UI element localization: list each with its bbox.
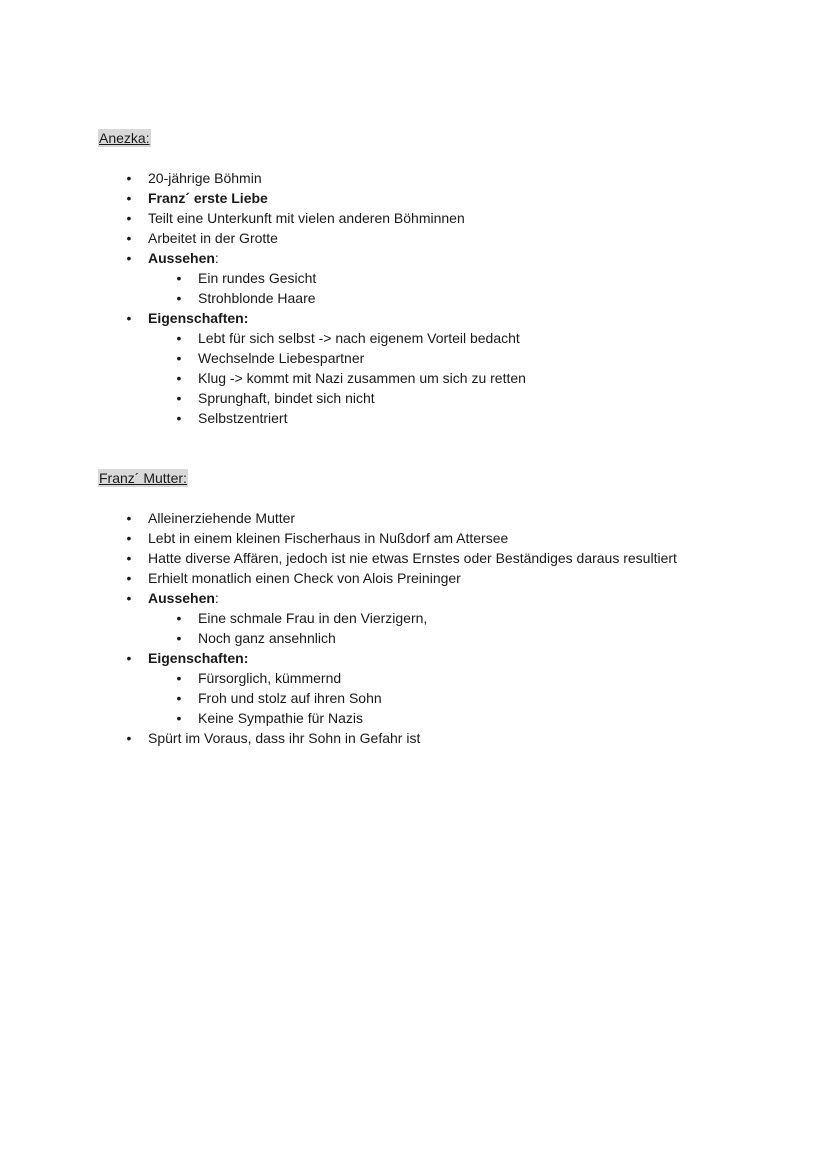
list-item bbox=[126, 588, 677, 648]
bullet-icon: • bbox=[126, 190, 132, 206]
bullet-icon: • bbox=[126, 170, 132, 186]
sub-list-item bbox=[176, 628, 677, 648]
list-item bbox=[126, 168, 526, 188]
list-item bbox=[126, 648, 677, 728]
sub-item-text: Noch ganz ansehnlich bbox=[198, 630, 336, 646]
bullet-icon: • bbox=[126, 210, 132, 226]
sub-list bbox=[176, 668, 677, 728]
bullet-icon: • bbox=[126, 570, 132, 586]
sub-item-text: Eine schmale Frau in den Vierzigern, bbox=[198, 610, 428, 626]
list-item-text: Hatte diverse Affären, jedoch ist nie etwas Ernstes oder Beständiges daraus resultiert bbox=[148, 550, 677, 566]
sub-item-text: Strohblonde Haare bbox=[198, 290, 316, 306]
list-item-label: Eigenschaften: bbox=[148, 650, 249, 666]
sub-list-item bbox=[176, 688, 677, 708]
sub-item-text: Keine Sympathie für Nazis bbox=[198, 710, 363, 726]
list-item bbox=[126, 568, 677, 588]
list-item-label: Aussehen bbox=[148, 250, 215, 266]
list-item-label: Aussehen bbox=[148, 590, 215, 606]
sub-list bbox=[176, 268, 526, 308]
bullet-icon: • bbox=[126, 310, 132, 326]
sub-list-item bbox=[176, 288, 526, 308]
sub-item-text: Wechselnde Liebespartner bbox=[198, 350, 365, 366]
list-item bbox=[126, 228, 526, 248]
bullet-icon: • bbox=[126, 730, 132, 746]
sub-item-text: Klug -> kommt mit Nazi zusammen um sich zu retten bbox=[198, 370, 526, 386]
bullet-icon: • bbox=[176, 710, 182, 726]
sub-list-item bbox=[176, 388, 526, 408]
list-item-text: Franz´ erste Liebe bbox=[148, 190, 268, 206]
bullet-icon: • bbox=[176, 350, 182, 366]
list-item bbox=[126, 508, 677, 528]
list-item-suffix: : bbox=[214, 250, 219, 266]
list-item-text: Spürt im Voraus, dass ihr Sohn in Gefahr ist bbox=[148, 730, 421, 746]
bullet-icon: • bbox=[176, 630, 182, 646]
list-item-text: Erhielt monatlich einen Check von Alois Preininger bbox=[148, 570, 461, 586]
list-item bbox=[126, 248, 526, 308]
section-heading: Anezka: bbox=[99, 130, 150, 146]
bullet-icon: • bbox=[126, 590, 132, 606]
bullet-icon: • bbox=[176, 290, 182, 306]
sub-list-item bbox=[176, 268, 526, 288]
bullet-icon: • bbox=[126, 550, 132, 566]
list-item bbox=[126, 208, 526, 228]
bullet-list bbox=[126, 508, 677, 748]
list-item bbox=[126, 528, 677, 548]
section-heading: Franz´ Mutter: bbox=[99, 470, 187, 486]
sub-item-text: Froh und stolz auf ihren Sohn bbox=[198, 690, 382, 706]
bullet-icon: • bbox=[176, 330, 182, 346]
sub-list bbox=[176, 328, 526, 428]
list-item-suffix: : bbox=[214, 590, 219, 606]
sub-item-text: Fürsorglich, kümmernd bbox=[198, 670, 342, 686]
bullet-icon: • bbox=[176, 410, 182, 426]
bullet-icon: • bbox=[176, 690, 182, 706]
list-item-text: Lebt in einem kleinen Fischerhaus in Nußdorf am Attersee bbox=[148, 530, 509, 546]
bullet-icon: • bbox=[126, 510, 132, 526]
list-item-text: 20-jährige Böhmin bbox=[148, 170, 262, 186]
section-anezka bbox=[98, 128, 526, 428]
sub-item-text: Ein rundes Gesicht bbox=[198, 270, 317, 286]
section-franz-mutter bbox=[98, 468, 677, 748]
bullet-icon: • bbox=[176, 370, 182, 386]
sub-list-item bbox=[176, 608, 677, 628]
sub-list-item bbox=[176, 408, 526, 428]
bullet-icon: • bbox=[176, 610, 182, 626]
sub-list-item bbox=[176, 368, 526, 388]
list-item bbox=[126, 188, 526, 208]
list-item-label: Eigenschaften: bbox=[148, 310, 249, 326]
bullet-icon: • bbox=[126, 650, 132, 666]
bullet-icon: • bbox=[126, 530, 132, 546]
bullet-icon: • bbox=[176, 270, 182, 286]
list-item-text: Alleinerziehende Mutter bbox=[148, 510, 296, 526]
bullet-icon: • bbox=[126, 250, 132, 266]
sub-list-item bbox=[176, 328, 526, 348]
list-item bbox=[126, 308, 526, 428]
bullet-icon: • bbox=[176, 670, 182, 686]
sub-item-text: Selbstzentriert bbox=[198, 410, 288, 426]
bullet-list bbox=[126, 168, 526, 428]
sub-item-text: Lebt für sich selbst -> nach eigenem Vorteil bedacht bbox=[198, 330, 520, 346]
sub-list-item bbox=[176, 708, 677, 728]
list-item-text: Teilt eine Unterkunft mit vielen anderen Böhminnen bbox=[148, 210, 465, 226]
sub-list-item bbox=[176, 348, 526, 368]
bullet-icon: • bbox=[126, 230, 132, 246]
list-item-text: Arbeitet in der Grotte bbox=[148, 230, 278, 246]
list-item bbox=[126, 548, 677, 568]
list-item bbox=[126, 728, 677, 748]
sub-item-text: Sprunghaft, bindet sich nicht bbox=[198, 390, 375, 406]
bullet-icon: • bbox=[176, 390, 182, 406]
sub-list bbox=[176, 608, 677, 648]
sub-list-item bbox=[176, 668, 677, 688]
